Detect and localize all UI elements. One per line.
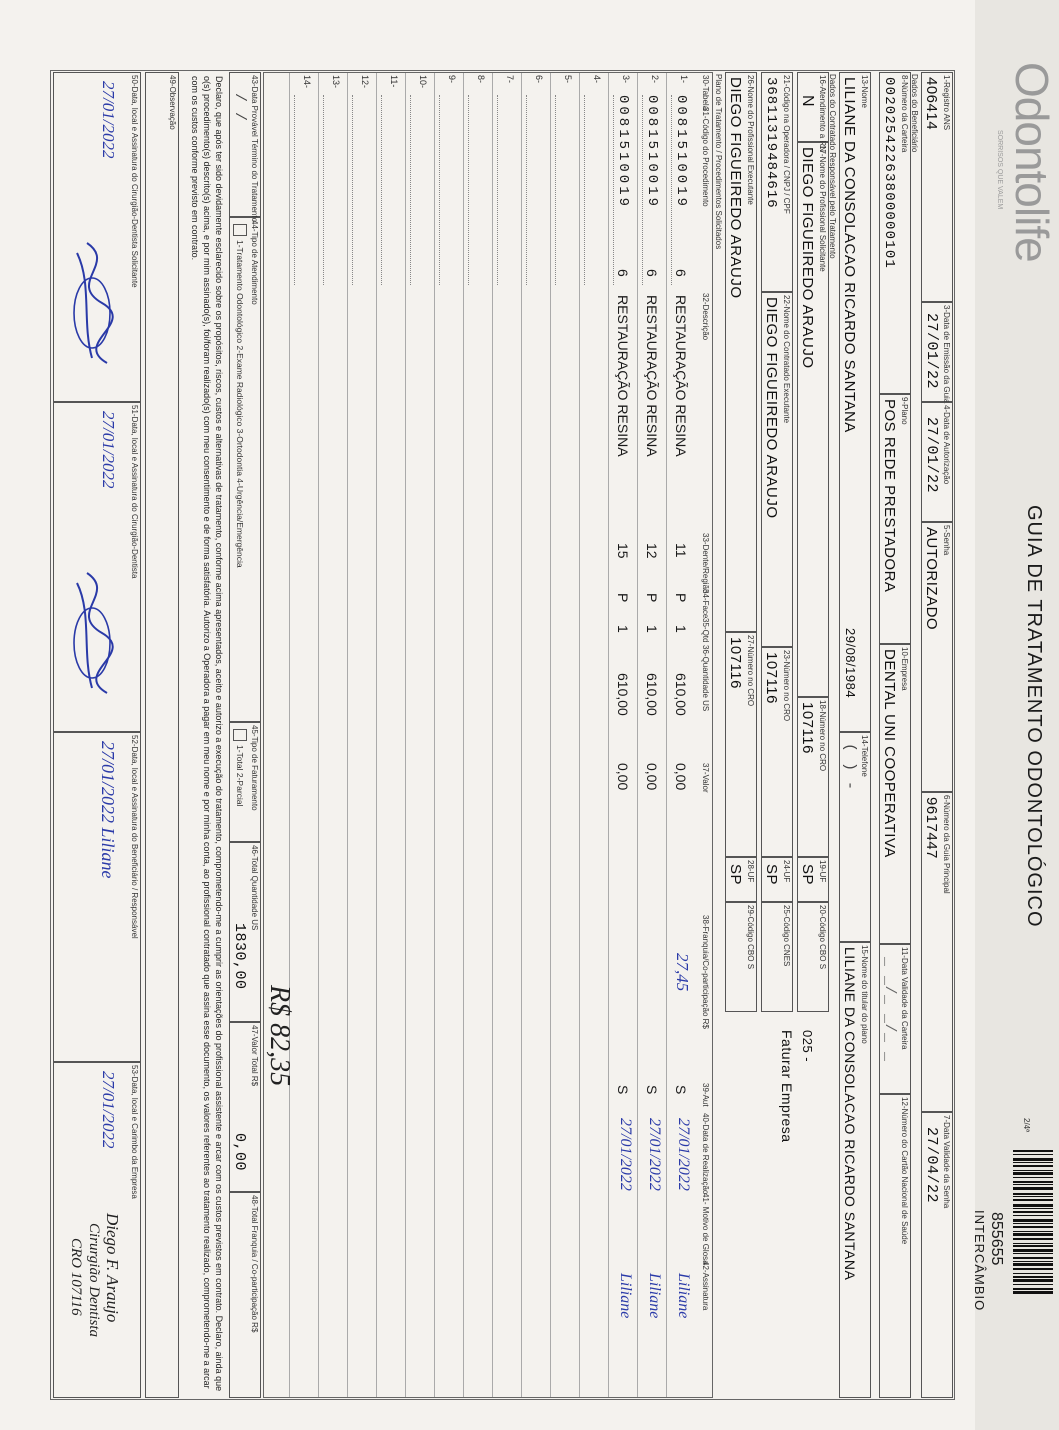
- col-tabela: 30-Tabela: [701, 75, 710, 111]
- section-beneficiario: Dados do Beneficiário: [910, 74, 919, 153]
- row-assinatura: Liliane: [617, 1273, 634, 1319]
- field-codigo-operadora: 21-Código na Operadora / CNPJ / CPF 36811319484616: [761, 72, 793, 292]
- faturar-empresa: Faturar Empresa: [779, 1030, 795, 1143]
- field-data-emissao: 3-Data de Emissão da Guia 27/01/22: [921, 302, 953, 402]
- nome-titular-value: LILIANE DA CONSOLACAO RICARDO SANTANA: [842, 947, 858, 1281]
- field-uf-28: 28-UF SP: [725, 857, 757, 902]
- row-qtd: 1: [615, 625, 631, 633]
- field-tipo-atendimento: 44-Tipo de Atendimento 1-Tratamento Odontológico 2-Exame Radiológico 3-Ortodontia 4-Urgência/Emergência: [229, 217, 261, 722]
- col-qtd: 35-Qtd: [701, 618, 710, 643]
- row-descricao: RESTAURAÇÃO RESINA: [615, 295, 631, 457]
- row-code-guide: [584, 95, 601, 285]
- row-code-guide: [497, 95, 514, 285]
- row-face: P: [615, 593, 631, 603]
- row-valor: 0,00: [644, 763, 660, 791]
- table-row: [637, 73, 667, 1397]
- profissional-solicitante-value: DIEGO FIGUEIREDO ARAUJO: [799, 147, 816, 369]
- form-title: GUIA DE TRATAMENTO ODONTOLÓGICO: [1023, 505, 1045, 928]
- row-codigo-suffix: 6: [615, 269, 631, 277]
- row-code-guide: [410, 95, 427, 285]
- row-dente: 11: [673, 543, 689, 558]
- field-cbo-29: 29-Código CBO S: [725, 902, 757, 1012]
- row-assinatura: Liliane: [646, 1273, 663, 1319]
- row-assinatura: Liliane: [675, 1273, 692, 1319]
- row-number: 1-: [679, 75, 689, 84]
- row-qtd-us: 610,00: [644, 673, 660, 716]
- carimbo-cro: CRO 107116: [68, 1238, 84, 1316]
- row-face: P: [644, 593, 660, 603]
- table-row: [463, 73, 493, 1397]
- row-number: 9-: [447, 75, 457, 84]
- table-row: [318, 73, 348, 1397]
- table-row: [492, 73, 522, 1397]
- row-dente: 12: [644, 543, 660, 559]
- field-cartao-nacional: 12-Número do Cartão Nacional de Saúde: [879, 1094, 911, 1398]
- field-nome: 13-Nome LILIANE DA CONSOLACAO RICARDO SANTANA 29/08/1984: [839, 72, 871, 732]
- row-number: 11-: [389, 75, 399, 88]
- row-number: 12-: [360, 75, 370, 89]
- signature-box-50: 50-Data, local e Assinatura do Cirurgião-Dentista Solicitante 27/01/2022: [53, 72, 141, 402]
- senha-value: AUTORIZADO: [923, 527, 940, 631]
- field-data-termino: 43-Data Provável Término do Tratamento / /: [229, 72, 261, 217]
- sig51-signature: [62, 563, 122, 703]
- field-cro-23: 23-Número no CRO 107116: [761, 647, 793, 857]
- row-code-guide: [555, 95, 572, 285]
- row-valor: 0,00: [673, 763, 689, 791]
- barcode-number: 855655: [988, 1212, 1005, 1266]
- col-codigo: 31-Código do Procedimento: [701, 107, 710, 207]
- contratado-executante-value: DIEGO FIGUEIREDO ARAUJO: [763, 297, 780, 519]
- field-profissional-executante: 26-Nome do Profissional Executante DIEGO FIGUEIREDO ARAUJO: [725, 72, 757, 632]
- table-row: [405, 73, 435, 1397]
- plano-value: POS REDE PRESTADORA: [881, 399, 898, 593]
- nome-value: LILIANE DA CONSOLACAO RICARDO SANTANA: [841, 77, 858, 433]
- row-number: 10-: [418, 75, 428, 89]
- row-code-guide: [439, 95, 456, 285]
- page-code: 2/4ª: [1022, 1118, 1031, 1133]
- numero-carteira-value: 00202542263800000101: [881, 77, 897, 270]
- row-number: 14-: [302, 75, 312, 89]
- field-total-us: 46-Total Quantidade US 1830,00: [229, 842, 261, 1022]
- row-qtd-us: 610,00: [615, 673, 631, 716]
- row-number: 3-: [621, 75, 631, 84]
- row-aut: S: [673, 1085, 689, 1095]
- odontolife-logo: Odontolife: [1006, 62, 1058, 262]
- field-profissional-solicitante: 17-Nome do Profissional Solicitante DIEGO FIGUEIREDO ARAUJO: [797, 142, 829, 697]
- row-aut: S: [615, 1085, 631, 1095]
- field-registro-ans: 1-Registro ANS 406414: [921, 72, 953, 302]
- cro-27-value: 107116: [727, 637, 744, 689]
- col-assinatura: 42-Assinatura: [701, 1261, 710, 1311]
- sig51-date: 27/01/2022: [99, 411, 118, 489]
- cro-23-value: 107116: [763, 652, 780, 704]
- section-contratado: Dados do Contratado Responsável pelo Tratamento: [828, 74, 837, 259]
- numero-guia-value: 9617447: [923, 797, 940, 859]
- registro-ans-value: 406414: [923, 77, 940, 131]
- field-cnes: 25-Código CNES: [761, 902, 793, 1012]
- table-row: [666, 73, 696, 1397]
- row-valor: 0,00: [615, 763, 631, 791]
- tipo-faturamento-checkbox[interactable]: [233, 729, 247, 741]
- sig50-signature: [62, 233, 122, 373]
- barcode-subtitle: INTERCÂMBIO: [972, 1210, 987, 1312]
- data-emissao-value: 27/01/22: [923, 313, 940, 390]
- procedures-table: [263, 72, 713, 1398]
- row-number: 13-: [331, 75, 341, 89]
- row-data-realizacao: 27/01/2022: [675, 1118, 692, 1191]
- table-row: [289, 73, 319, 1397]
- profissional-executante-value: DIEGO FIGUEIREDO ARAUJO: [727, 77, 744, 299]
- col-franquia: 38-Franquia/Co-participação R$: [701, 915, 710, 1029]
- col-dente: 33-Dente/Região: [701, 533, 710, 594]
- row-number: 5-: [563, 75, 573, 84]
- field-data-autorizacao: 4-Data de Autorização 27/01/22: [921, 402, 953, 522]
- field-contratado-executante: 22-Nome do Contratado Executante DIEGO FIGUEIREDO ARAUJO: [761, 292, 793, 647]
- row-number: 8-: [476, 75, 486, 84]
- row-descricao: RESTAURAÇÃO RESINA: [644, 295, 660, 457]
- row-qtd: 1: [673, 625, 689, 633]
- atendimento-rn-value: N: [799, 95, 816, 108]
- field-cro-18: 18-Número no CRO 107116: [797, 697, 829, 857]
- table-row: [608, 73, 638, 1397]
- row-data-realizacao: 27/01/2022: [646, 1118, 663, 1191]
- declaracao-text: Declaro, que após ter sido devidamente esclarecido sobre os propósitos, riscos, custos e alternativas de tratamento, conforme acima apresentados, aceito e autorizo a execução do tratamento, comprometendo-me a cumprir as orientações do profissional assistente e arcar com os custos previstos em contrato. Declaro, ainda que o(s) procedimento(s) descrito(s) acima, e por mim assinado(s), foi/foram realizado(s) com meu consentimento e de forma satisfatória. Autorizo a Operadora a pagar em meu nome e por minha conta, ao profissional contratado que assina esse documento, os valores referentes ao tratamento realizado, comprometendo-me a arcar com os custos conforme previsto em contrato.: [190, 76, 224, 1392]
- telefone-value: ( ) -: [841, 743, 858, 791]
- logo-subtitle: SORRISOS QUE VALEM: [996, 130, 1003, 210]
- table-row: [521, 73, 551, 1397]
- field-telefone: 14-Telefone ( ) -: [839, 732, 871, 942]
- field-observacao: 49-Observação: [145, 72, 179, 1398]
- table-row: [550, 73, 580, 1397]
- uf-28-value: SP: [727, 864, 744, 886]
- row-number: 6-: [534, 75, 544, 84]
- field-empresa: 10-Empresa DENTAL UNI COOPERATIVA: [879, 644, 911, 944]
- uf-19-value: SP: [799, 864, 816, 886]
- row-codigo: 0081510019: [673, 95, 689, 210]
- row-data-realizacao: 27/01/2022: [617, 1118, 634, 1191]
- barcode: [1013, 1150, 1053, 1340]
- field-numero-guia-principal: 6-Número da Guia Principal 9617447: [921, 792, 953, 1112]
- valor-total-value: 0,00: [231, 1133, 248, 1172]
- total-us-value: 1830,00: [231, 923, 248, 990]
- signature-box-52: 52-Data, local e Assinatura do Beneficiário / Responsável 27/01/2022 Liliane: [53, 732, 141, 1062]
- sig52-value: 27/01/2022 Liliane: [98, 741, 118, 879]
- row-aut: S: [644, 1085, 660, 1095]
- col-descricao: 32-Descrição: [701, 293, 710, 341]
- row-code-guide: [526, 95, 543, 285]
- data-validade-senha-value: 27/04/22: [923, 1127, 940, 1204]
- sig50-date: 27/01/2022: [99, 81, 118, 159]
- field-cbo-20: 20-Código CBO S: [797, 902, 829, 1012]
- row-franquia: 27,45: [673, 953, 692, 992]
- row-codigo-suffix: 6: [644, 269, 660, 277]
- row-dente: 15: [615, 543, 631, 559]
- signature-box-51: 51-Data, local e Assinatura do Cirurgião-Dentista 27/01/2022: [53, 402, 141, 732]
- field-tipo-faturamento: 45-Tipo de Faturamento 1-Total 2-Parcial: [229, 722, 261, 842]
- table-row: [579, 73, 609, 1397]
- field-total-franquia: 48-Total Franquia / Co-participação R$: [229, 1192, 261, 1398]
- table-row: [376, 73, 406, 1397]
- handwritten-total: R$ 82,35: [264, 985, 295, 1087]
- col-motivo-glosa: 41- Motivo de Glosa: [701, 1193, 710, 1265]
- cro-18-value: 107116: [799, 702, 816, 754]
- row-qtd: 1: [644, 625, 660, 633]
- carimbo-nome: Diego F. Araujo: [103, 1213, 122, 1323]
- codigo-operadora-value: 36811319484616: [763, 77, 779, 209]
- row-codigo: 0081510019: [615, 95, 631, 210]
- row-number: 4-: [592, 75, 602, 84]
- row-number: 7-: [505, 75, 515, 84]
- row-face: P: [673, 593, 689, 603]
- field-senha: 5-Senha AUTORIZADO: [921, 522, 953, 792]
- row-code-guide: [468, 95, 485, 285]
- field-data-validade-senha: 7-Data Validade da Senha 27/04/22: [921, 1112, 953, 1398]
- col-valor: 37-Valor: [701, 763, 710, 793]
- data-nascimento-value: 29/08/1984: [843, 628, 858, 699]
- row-code-guide: [323, 95, 340, 285]
- field-uf-19: 19-UF SP: [797, 857, 829, 902]
- col-qtd-us: 36-Quantidade US: [701, 645, 710, 712]
- tipo-atendimento-checkbox[interactable]: [233, 224, 247, 236]
- row-code-guide: [381, 95, 398, 285]
- sig53-date: 27/01/2022: [99, 1071, 118, 1149]
- empresa-value: DENTAL UNI COOPERATIVA: [881, 649, 898, 858]
- row-code-guide: [294, 95, 311, 285]
- row-codigo: 0081510019: [644, 95, 660, 210]
- faturar-code: 025 -: [800, 1030, 815, 1063]
- col-aut: 39-Aut: [701, 1083, 710, 1107]
- field-plano: 9-Plano POS REDE PRESTADORA: [879, 394, 911, 644]
- col-face: 34-Face: [701, 589, 710, 619]
- col-data-realizacao: 40-Data de Realização: [701, 1113, 710, 1195]
- row-qtd-us: 610,00: [673, 673, 689, 716]
- section-plano-tratamento: Plano de Tratamento / Procedimentos Solicitados: [714, 74, 723, 250]
- field-numero-carteira: 8-Número da Carteira 00202542263800000101: [879, 72, 911, 394]
- row-number: 2-: [650, 75, 660, 84]
- signature-box-53: 53-Data, local e Carimbo da Empresa 27/01/2022 Diego F. Araujo Cirurgião Dentista CRO 107116: [53, 1062, 141, 1398]
- row-descricao: RESTAURAÇÃO RESINA: [673, 295, 689, 457]
- table-row: [434, 73, 464, 1397]
- uf-24-value: SP: [763, 864, 780, 886]
- row-code-guide: [352, 95, 369, 285]
- field-uf-24: 24-UF SP: [761, 857, 793, 902]
- field-valor-total: 47-Valor Total R$ 0,00: [229, 1022, 261, 1192]
- table-row: [347, 73, 377, 1397]
- carimbo-titulo: Cirurgião Dentista: [86, 1223, 102, 1338]
- field-validade-carteira: 11-Data Validade da Carteira _ _/_ _/_ _: [879, 944, 911, 1094]
- field-cro-27: 27-Número no CRO 107116: [725, 632, 757, 857]
- data-autorizacao-value: 27/01/22: [923, 417, 940, 494]
- row-codigo-suffix: 6: [673, 269, 689, 277]
- field-atendimento-rn: 16-Atendimento a RN N: [797, 72, 829, 142]
- field-nome-titular: 15-Nome do titular do plano LILIANE DA CONSOLACAO RICARDO SANTANA: [839, 942, 871, 1398]
